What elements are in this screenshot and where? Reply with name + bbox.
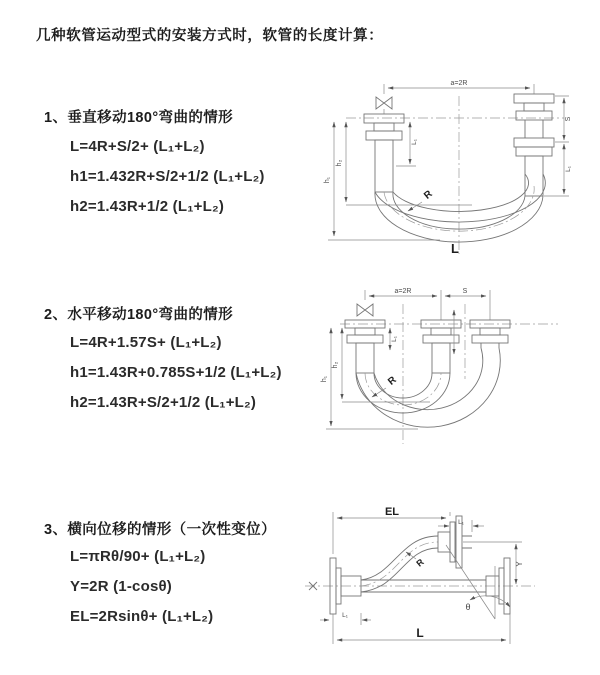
centerlines [340,304,558,444]
dim-label-l1-left: L₁ [391,336,398,342]
section-3-heading: 3、横向位移的情形（一次性变位） [44,522,276,538]
dimension-a2r [365,288,490,320]
dim-label-a2r: a=2R [394,288,412,295]
diagram-lateral-offset [300,506,600,659]
hose-u-bend [375,174,545,242]
dim-label-y: Y [515,561,524,567]
valve-icon [357,304,373,316]
dim-label-h2: h₂ [336,159,343,167]
dim-label-el: EL [384,506,400,518]
offset-hose-position [361,516,472,592]
dimension-l1-left [390,328,398,350]
dim-label-length: L [416,626,424,640]
page-title: 几种软管运动型式的安装方式时，软管的长度计算： [36,28,384,44]
dimension-a2r [384,80,534,94]
dimension-l1-left [396,122,418,166]
dim-label-l1-right: L₁ [565,166,572,172]
diagram-horizontal-180-bend [318,284,588,469]
left-hose-end [345,320,385,373]
dimension-l1-right [564,144,572,194]
section-3-formula-Y: Y=2R (1-cosθ) [70,578,172,595]
section-3-formula-EL: EL=2Rsinθ+ (L₁+L₂) [70,608,214,625]
dimension-h2 [336,122,472,205]
dim-label-a2r: a=2R [450,80,468,87]
dim-label-r: R [386,374,399,388]
valve-icon [376,97,392,114]
dimension-s [445,288,486,296]
dim-label-r: R [422,188,435,202]
left-hose-end [364,114,404,192]
section-2-formula-h1: h1=1.43R+0.785S+1/2 (L₁+L₂) [70,364,282,381]
dim-label-h1: h₁ [321,375,328,383]
section-1-formula-h1: h1=1.432R+S/2+1/2 (L₁+L₂) [70,168,265,185]
dimension-l1-left [320,612,371,625]
section-3-formula-L: L=πRθ/90+ (L₁+L₂) [70,548,206,565]
dim-label-r: R [414,556,426,569]
dim-label-l1-left: L₁ [342,612,348,619]
dimension-l1-top [438,519,484,532]
dim-label-l1-top: L₁ [458,519,464,526]
hose-u-bend [356,348,500,427]
right-hose-end [514,94,554,196]
dimension-length [333,614,510,644]
dimension-y [463,542,524,584]
centerlines [305,582,535,590]
diagram-vertical-180-bend [312,76,597,263]
section-2-formula-L: L=4R+1.57S+ (L₁+L₂) [70,334,222,351]
middle-hose-end [421,320,461,373]
dim-label-length: L [451,241,459,256]
dim-label-l1-left: L₁ [411,139,418,145]
dim-label-s: S [462,288,468,295]
section-1-heading: 1、垂直移动180°弯曲的情形 [44,110,234,126]
section-2-heading: 2、水平移动180°弯曲的情形 [44,307,234,323]
dim-label-h2: h₂ [332,361,339,369]
dim-label-theta: θ [465,602,471,612]
dim-label-h1: h₁ [324,176,331,184]
radius-callout [408,188,435,211]
dim-label-s: S [565,116,572,122]
section-1-formula-h2: h2=1.43R+1/2 (L₁+L₂) [70,198,225,215]
section-1-formula-L: L=4R+S/2+ (L₁+L₂) [70,138,205,155]
section-2-formula-h2: h2=1.43R+S/2+1/2 (L₁+L₂) [70,394,257,411]
dimension-el [333,506,450,554]
